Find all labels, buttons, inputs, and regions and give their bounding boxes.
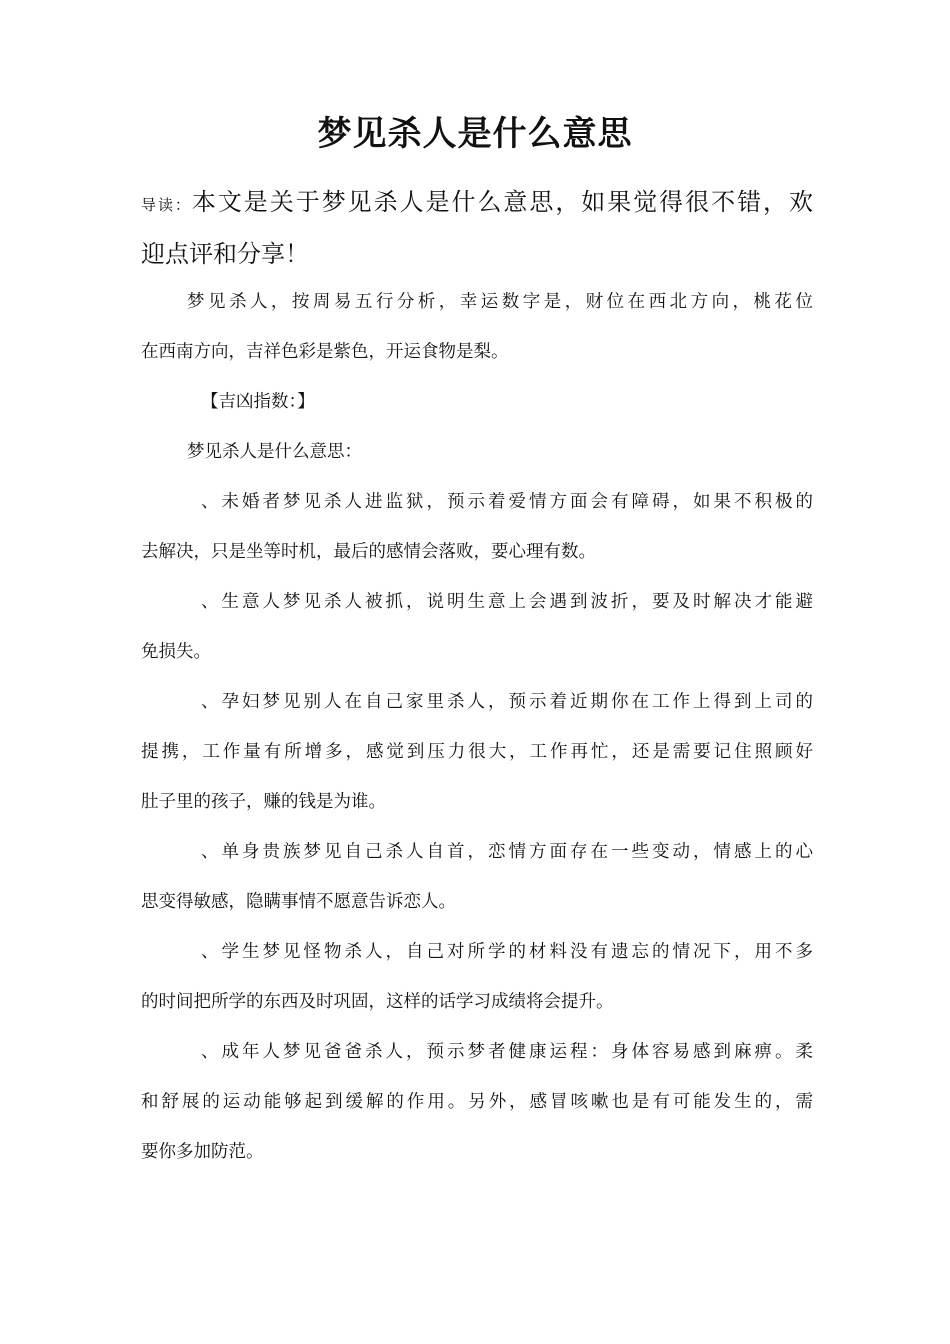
list-item-line: 思变得敏感，隐瞒事情不愿意告诉恋人。 xyxy=(141,892,456,912)
intro-text: 本文是关于梦见杀人是什么意思，如果觉得很不错，欢 xyxy=(191,188,813,216)
list-item-line: 提携，工作量有所增多，感觉到压力很大，工作再忙，还是需要记住照顾好 xyxy=(141,742,813,762)
list-item-line: 、孕妇梦见别人在自己家里杀人，预示着近期你在工作上得到上司的 xyxy=(201,692,813,712)
intro-line: 迎点评和分享！ xyxy=(141,240,309,268)
intro-paragraph xyxy=(141,178,813,279)
summary-line: 梦见杀人，按周易五行分析，幸运数字是，财位在西北方向，桃花位 xyxy=(187,292,813,312)
list-item-line: 免损失。 xyxy=(141,642,211,662)
list-item xyxy=(141,827,813,927)
intro-line xyxy=(141,178,813,230)
list-item-line: 去解决，只是坐等时机，最后的感情会落败，要心理有数。 xyxy=(141,542,596,562)
list-item-line: 、生意人梦见杀人被抓，说明生意上会遇到波折，要及时解决才能避 xyxy=(201,592,813,612)
list-item-line: 肚子里的孩子，赚的钱是为谁。 xyxy=(141,792,386,812)
meaning-heading: 梦见杀人是什么意思： xyxy=(187,442,362,462)
list-item xyxy=(141,477,813,577)
fortune-heading-block xyxy=(141,377,813,427)
list-item-line: 的时间把所学的东西及时巩固，这样的话学习成绩将会提升。 xyxy=(141,992,614,1012)
list-item-line: 、单身贵族梦见自己杀人自首，恋情方面存在一些变动，情感上的心 xyxy=(201,842,813,862)
list-item xyxy=(141,677,813,827)
document-title: 梦见杀人是什么意思 xyxy=(317,114,633,154)
list-item xyxy=(141,927,813,1027)
summary-line: 在西南方向，吉祥色彩是紫色，开运食物是梨。 xyxy=(141,342,509,362)
intro-label: 导读： xyxy=(141,196,192,214)
list-item-line: 和舒展的运动能够起到缓解的作用。另外，感冒咳嗽也是有可能发生的，需 xyxy=(141,1092,813,1112)
list-item-line: 、成年人梦见爸爸杀人，预示梦者健康运程：身体容易感到麻痹。柔 xyxy=(201,1042,813,1062)
list-item xyxy=(141,577,813,677)
fortune-heading: 【吉凶指数：】 xyxy=(201,392,315,412)
summary-paragraph xyxy=(141,277,813,377)
list-item-line: 、学生梦见怪物杀人，自己对所学的材料没有遗忘的情况下，用不多 xyxy=(201,942,813,962)
list-item-line: 、未婚者梦见杀人进监狱，预示着爱情方面会有障碍，如果不积极的 xyxy=(201,492,813,512)
meaning-heading-block xyxy=(141,427,813,477)
list-item-line: 要你多加防范。 xyxy=(141,1142,264,1162)
list-item xyxy=(141,1027,813,1177)
